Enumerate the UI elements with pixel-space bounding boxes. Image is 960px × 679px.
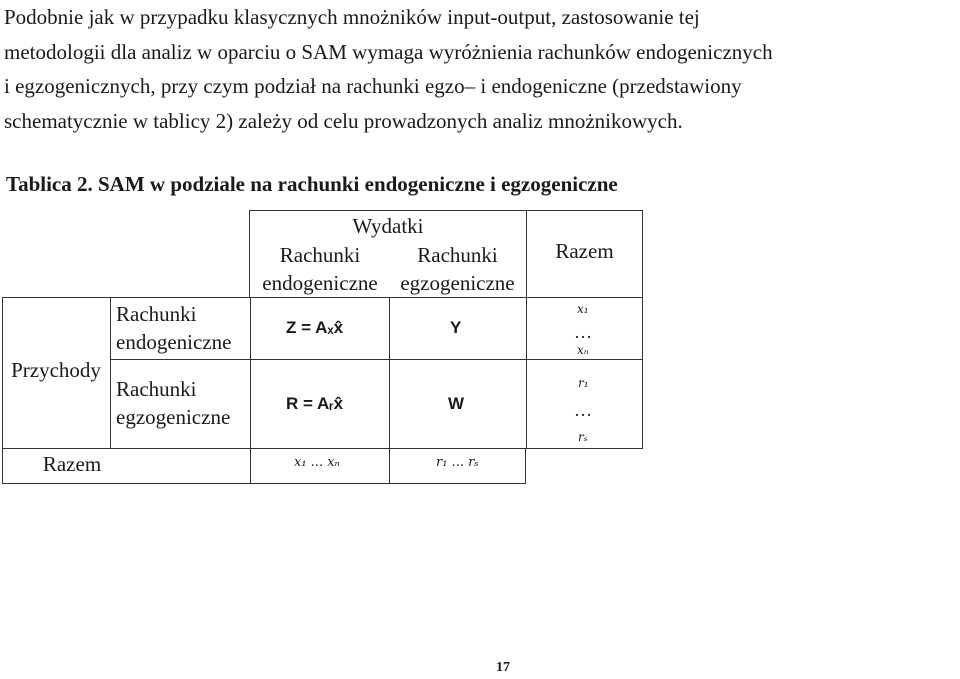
razem-col1: x₁ ... xₙ [294,455,340,470]
right-top-dots: … [574,322,592,342]
body-paragraph [4,0,960,138]
y-cell: Y [450,318,462,337]
divider [110,359,643,360]
right-bot-rs: rₛ [578,430,588,444]
divider [250,448,251,484]
header-wydatki: Wydatki [352,214,424,238]
divider [389,297,390,484]
row1-line1: Rachunki [116,302,197,326]
row2-line1: Rachunki [116,377,197,401]
right-bot-r1: r₁ [578,376,589,390]
row2-line2: egzogeniczne [116,405,231,429]
paragraph-line: Podobnie jak w przypadku klasycznych mnożników input-output, zastosowanie tej [4,5,700,29]
row-przychody: Przychody [11,358,101,382]
header-col1-line2: endogeniczne [262,271,378,295]
header-razem: Razem [555,239,614,263]
right-bot-dots: … [574,400,592,420]
header-col1-line1: Rachunki [279,243,361,267]
header-col2-line1: Rachunki [417,243,498,267]
paragraph-line: schematycznie w tablicy 2) zależy od celu prowadzonych analiz mnożnikowych. [4,108,683,133]
header-col2-line2: egzogeniczne [400,271,515,295]
paragraph-line: metodologii dla analiz w oparciu o SAM wymaga wyróżnienia rachunków endogenicznych [4,39,773,64]
z-formula: Z = Aₓx̂ [286,318,344,337]
w-cell: W [448,394,465,413]
paragraph-line: i egzogenicznych, przy czym podział na rachunki egzo– i endogeniczne (przedstawiony [4,74,742,98]
razem-col2: r₁ ... rₛ [436,455,479,470]
page-number: 17 [496,660,510,675]
right-top-xn: xₙ [577,343,589,357]
r-formula: R = Aᵣx̂ [286,394,344,413]
table-caption: Tablica 2. SAM w podziale na rachunki endogeniczne i egzogeniczne [6,172,618,196]
right-top-x1: x₁ [577,302,589,316]
row-razem: Razem [42,452,102,476]
row1-line2: endogeniczne [116,330,232,354]
